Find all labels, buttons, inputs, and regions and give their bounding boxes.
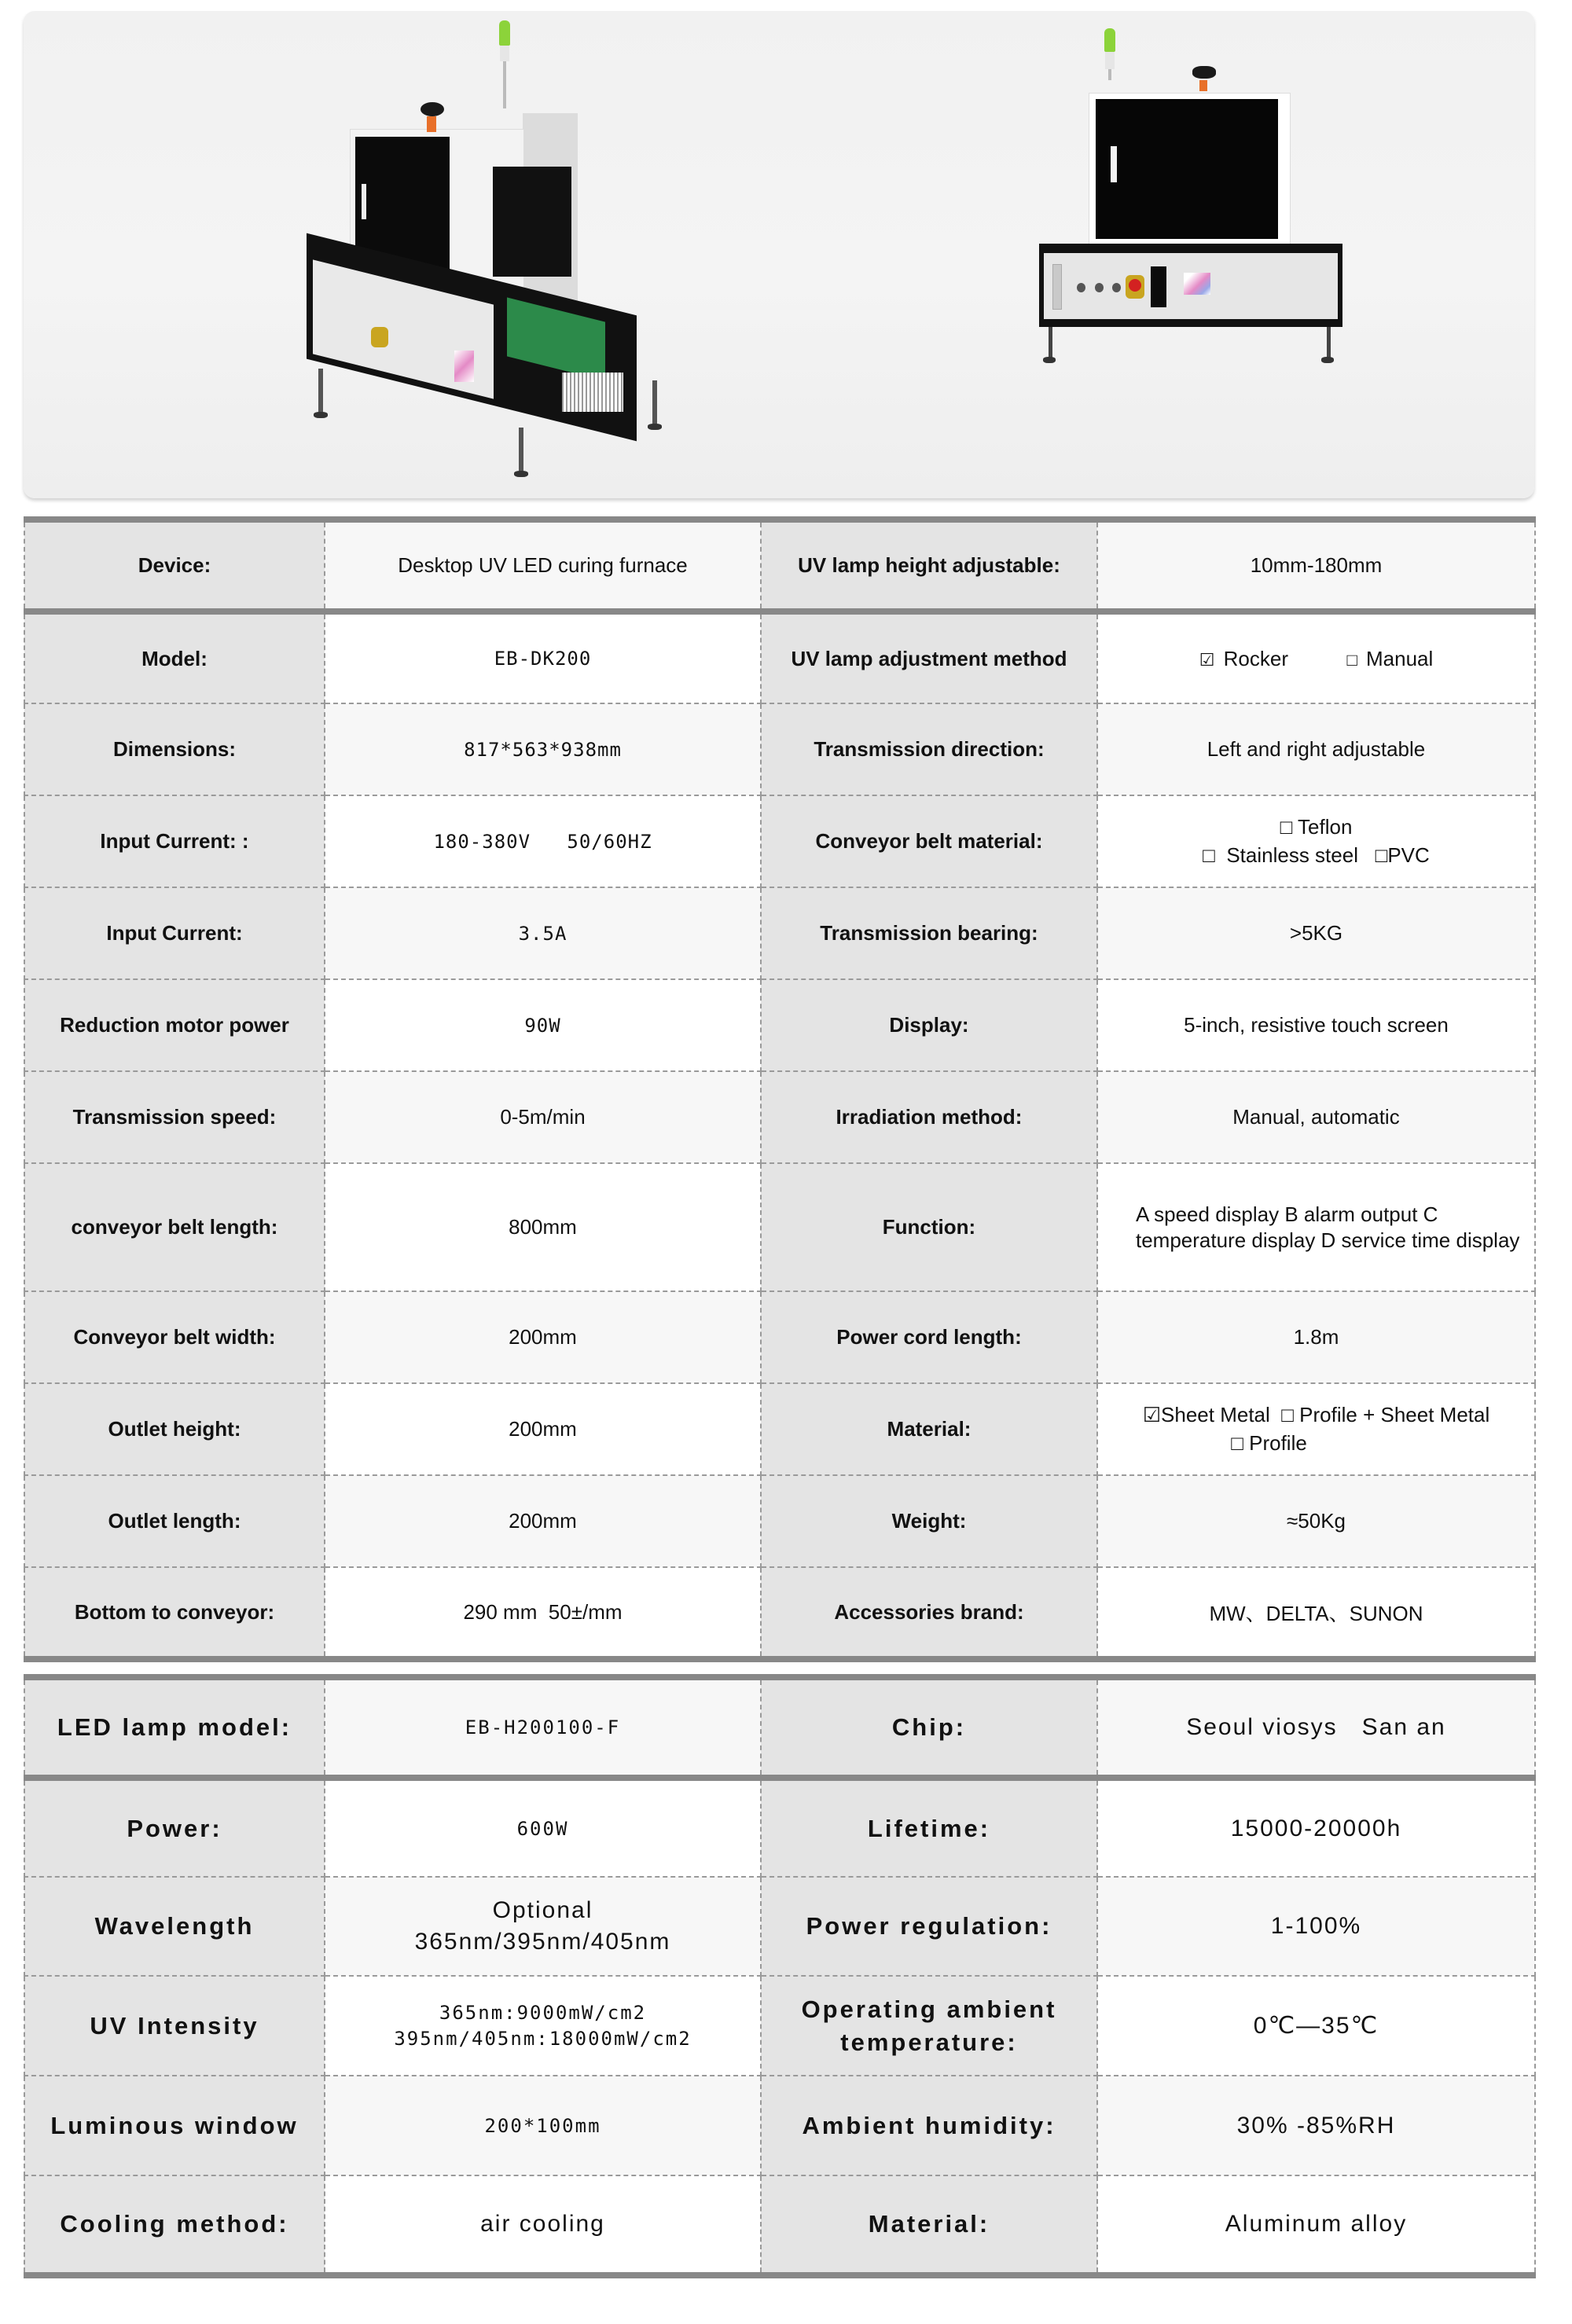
spec-label: LED lamp model:	[24, 1677, 325, 1778]
spec-label: Transmission direction:	[761, 703, 1097, 795]
spec-value: 10mm-180mm	[1097, 520, 1535, 611]
spec-label: Accessories brand:	[761, 1567, 1097, 1659]
label-line: Operating ambient	[801, 1995, 1057, 2023]
spec-label: UV lamp adjustment method	[761, 611, 1097, 703]
foot	[314, 412, 328, 418]
emergency-stop-button	[1129, 279, 1141, 292]
spec-value: >5KG	[1097, 887, 1535, 979]
spec-value: 200*100mm	[325, 2076, 761, 2175]
table-row	[24, 2076, 1535, 2175]
spec-value: air cooling	[325, 2175, 761, 2275]
spec-label: Transmission bearing:	[761, 887, 1097, 979]
spec-label: Irradiation method:	[761, 1071, 1097, 1163]
spec-value: 5-inch, resistive touch screen	[1097, 979, 1535, 1071]
spec-value: Desktop UV LED curing furnace	[325, 520, 761, 611]
leg	[318, 369, 323, 416]
spec-label: Model:	[24, 611, 325, 703]
spec-label: Weight:	[761, 1475, 1097, 1567]
spec-value: 200mm	[325, 1383, 761, 1475]
table-row	[24, 1475, 1535, 1567]
table-row	[24, 1877, 1535, 1976]
table-row	[24, 1778, 1535, 1877]
option-rocker: Rocker	[1223, 646, 1289, 670]
spec-label: Material:	[761, 2175, 1097, 2275]
leg	[519, 428, 523, 475]
spec-label: Reduction motor power	[24, 979, 325, 1071]
table-row	[24, 520, 1535, 611]
option-profile: □ Profile	[1231, 1430, 1307, 1455]
spec-label: Luminous window	[24, 2076, 325, 2175]
spec-label: Power:	[24, 1778, 325, 1877]
emergency-stop-icon	[371, 327, 388, 347]
spec-label: Cooling method:	[24, 2175, 325, 2275]
spec-label	[761, 1976, 1097, 2076]
signal-pole	[503, 61, 506, 108]
foot	[1321, 357, 1334, 363]
spec-label: Input Current: :	[24, 795, 325, 887]
touch-screen	[1184, 273, 1210, 295]
intensity-395-405: 395nm/405nm:18000mW/cm2	[394, 2027, 692, 2050]
foot	[648, 424, 662, 430]
option-sheet-metal: ☑Sheet Metal □ Profile + Sheet Metal	[1142, 1403, 1490, 1427]
checkbox-unchecked-icon: □	[1346, 649, 1357, 670]
spec-value: 90W	[325, 979, 761, 1071]
table-row	[24, 979, 1535, 1071]
spec-label: Display:	[761, 979, 1097, 1071]
table-row	[24, 1163, 1535, 1291]
spec-value: EB-DK200	[325, 611, 761, 703]
spec-value-options	[1097, 795, 1535, 887]
led-spec-table	[24, 1674, 1536, 2278]
table-row	[24, 1677, 1535, 1778]
foot	[514, 471, 528, 477]
spec-value: 15000-20000h	[1097, 1778, 1535, 1877]
table-row	[24, 795, 1535, 887]
spec-label: Device:	[24, 520, 325, 611]
spec-value-options	[1097, 1383, 1535, 1475]
spec-value: 3.5A	[325, 887, 761, 979]
table-row	[24, 887, 1535, 979]
table-row	[24, 1976, 1535, 2076]
knob-clamp	[1199, 80, 1207, 91]
option-stainless-pvc: □ Stainless steel □PVC	[1203, 843, 1430, 867]
spec-label: Material:	[761, 1383, 1097, 1475]
power-switch	[1151, 266, 1166, 307]
vent-grille	[562, 373, 623, 412]
spec-label: Chip:	[761, 1677, 1097, 1778]
knob-clamp	[427, 116, 436, 132]
spec-label: UV lamp height adjustable:	[761, 520, 1097, 611]
spec-value: 800mm	[325, 1163, 761, 1291]
spec-value: 0℃—35℃	[1097, 1976, 1535, 2076]
dial-icon	[1077, 283, 1085, 292]
spec-label: Bottom to conveyor:	[24, 1567, 325, 1659]
wavelength-values: 365nm/395nm/405nm	[414, 1929, 671, 1955]
intensity-365: 365nm:9000mW/cm2	[439, 2002, 647, 2025]
spec-value: 0-5m/min	[325, 1071, 761, 1163]
spec-label: Outlet height:	[24, 1383, 325, 1475]
spec-value: ≈50Kg	[1097, 1475, 1535, 1567]
spec-label: Lifetime:	[761, 1778, 1097, 1877]
dial-icon	[1095, 283, 1104, 292]
spec-value: 200mm	[325, 1291, 761, 1383]
spec-label: Function:	[761, 1163, 1097, 1291]
door-handle	[1111, 146, 1117, 182]
signal-light-icon	[1104, 28, 1115, 52]
spec-value: Seoul viosys San an	[1097, 1677, 1535, 1778]
machine-perspective-image	[283, 11, 723, 498]
outlet-window	[493, 167, 571, 277]
touch-screen	[454, 351, 474, 382]
height-knob-icon	[421, 102, 444, 116]
spec-label: Conveyor belt material:	[761, 795, 1097, 887]
spec-value: 290 mm 50±/mm	[325, 1567, 761, 1659]
table-row	[24, 2175, 1535, 2275]
height-knob-icon	[1192, 66, 1216, 79]
machine-front-image	[951, 11, 1438, 498]
table-row	[24, 611, 1535, 703]
signal-light-base	[1105, 52, 1115, 69]
spec-label: Wavelength	[24, 1877, 325, 1976]
spec-label: Transmission speed:	[24, 1071, 325, 1163]
foot	[1043, 357, 1056, 363]
spec-label: Power regulation:	[761, 1877, 1097, 1976]
spec-label: UV Intensity	[24, 1976, 325, 2076]
spec-value	[325, 1877, 761, 1976]
spec-label: conveyor belt length:	[24, 1163, 325, 1291]
spec-label: Outlet length:	[24, 1475, 325, 1567]
leg	[652, 380, 657, 428]
spec-label: Dimensions:	[24, 703, 325, 795]
spec-value: Manual, automatic	[1097, 1071, 1535, 1163]
option-manual: Manual	[1366, 646, 1434, 670]
signal-pole	[1108, 69, 1111, 80]
spec-label: Input Current:	[24, 887, 325, 979]
table-row	[24, 1071, 1535, 1163]
leg	[1049, 327, 1052, 360]
spec-value: 1-100%	[1097, 1877, 1535, 1976]
spec-value-options	[1097, 611, 1535, 703]
spec-value: 180-380V 50/60HZ	[325, 795, 761, 887]
spec-value: 817*563*938mm	[325, 703, 761, 795]
spec-value: 200mm	[325, 1475, 761, 1567]
panel-latch	[1052, 264, 1062, 310]
door-handle	[362, 184, 366, 219]
dial-icon	[1112, 283, 1121, 292]
leg	[1327, 327, 1331, 360]
spec-value: 30% -85%RH	[1097, 2076, 1535, 2175]
spec-value	[325, 1976, 761, 2076]
housing-door	[1096, 99, 1278, 239]
checkbox-checked-icon: ☑	[1199, 649, 1215, 670]
spec-label: Conveyor belt width:	[24, 1291, 325, 1383]
spec-value: Aluminum alloy	[1097, 2175, 1535, 2275]
spec-value: MW、DELTA、SUNON	[1097, 1567, 1535, 1659]
spec-value-function: A speed display B alarm output C temperature display D service time display	[1097, 1163, 1535, 1291]
table-row	[24, 1567, 1535, 1659]
spec-value: 600W	[325, 1778, 761, 1877]
spec-value: Left and right adjustable	[1097, 703, 1535, 795]
table-row	[24, 1291, 1535, 1383]
spec-label: Power cord length:	[761, 1291, 1097, 1383]
wavelength-optional: Optional	[492, 1896, 593, 1923]
product-image-banner	[24, 11, 1534, 498]
machine-spec-table	[24, 516, 1536, 1662]
spec-value: 1.8m	[1097, 1291, 1535, 1383]
option-teflon: □ Teflon	[1280, 815, 1353, 839]
table-row	[24, 703, 1535, 795]
spec-label: Ambient humidity:	[761, 2076, 1097, 2175]
signal-light-base	[500, 46, 509, 61]
table-row	[24, 1383, 1535, 1475]
signal-light-icon	[499, 20, 510, 46]
spec-value: EB-H200100-F	[325, 1677, 761, 1778]
label-line: temperature:	[840, 2028, 1018, 2056]
